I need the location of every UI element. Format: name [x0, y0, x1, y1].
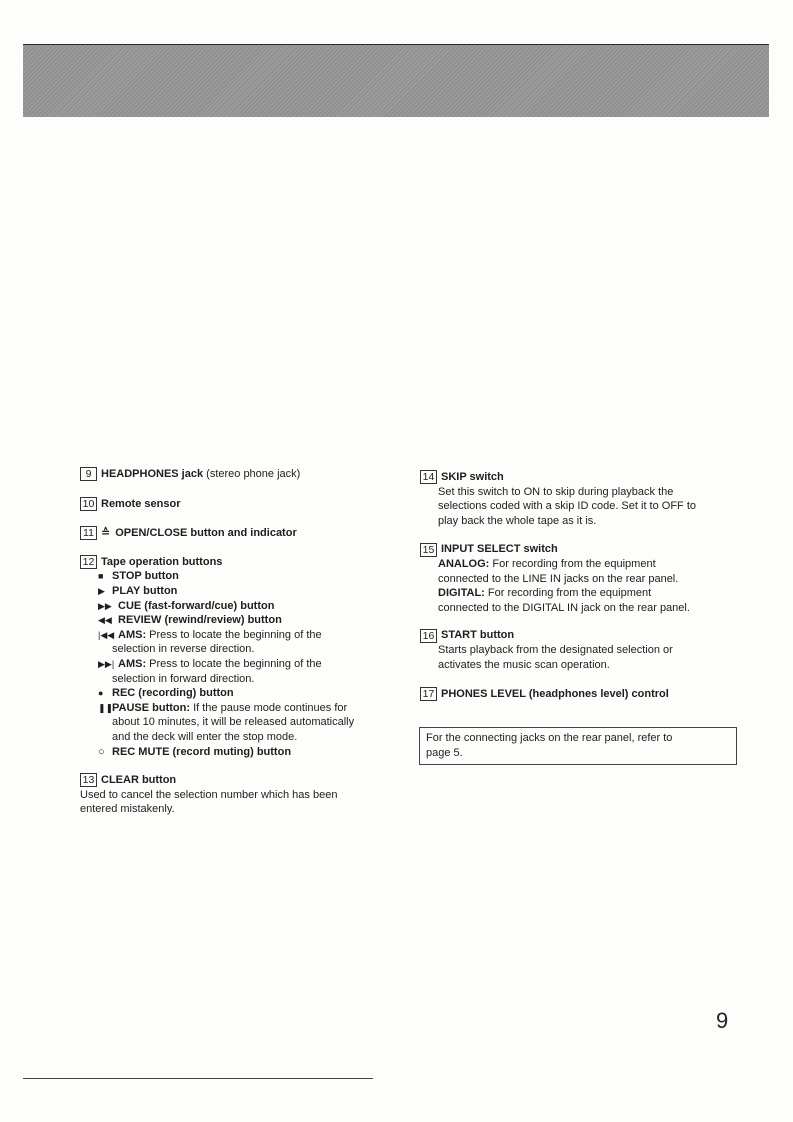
- item-start-button: [420, 628, 750, 672]
- ams-forward-text-cont: selection in forward direction.: [112, 672, 255, 685]
- item-number: 14: [420, 470, 437, 484]
- ams-forward-entry: [98, 657, 398, 686]
- item-clear-button: [80, 773, 398, 817]
- stop-entry: [98, 569, 398, 584]
- item-title: Tape operation buttons: [101, 555, 223, 568]
- pause-text-cont-2: and the deck will enter the stop mode.: [112, 730, 298, 743]
- item-open-close: [80, 526, 398, 541]
- play-icon: ▶: [98, 585, 105, 596]
- item-tape-operation: [80, 555, 398, 759]
- record-icon: ●: [98, 688, 104, 699]
- item-description: Used to cancel the selection number which has been: [80, 788, 338, 801]
- ams-reverse-entry: [98, 628, 398, 657]
- pause-text: If the pause mode continues for: [190, 701, 348, 714]
- ams-reverse-text-cont: selection in reverse direction.: [112, 643, 255, 656]
- rec-mute-label: REC MUTE (record muting) button: [112, 745, 292, 758]
- item-number: 13: [80, 773, 97, 787]
- item-description-cont: entered mistakenly.: [80, 803, 175, 816]
- pause-icon: ❚❚: [98, 702, 114, 713]
- note-text: For the connecting jacks on the rear panel, refer to: [426, 732, 673, 744]
- pause-text-cont: about 10 minutes, it will be released automatically: [112, 716, 355, 729]
- rec-entry: [98, 686, 398, 701]
- ams-forward-text: Press to locate the beginning of the: [146, 657, 322, 670]
- item-input-select: [420, 542, 750, 615]
- item-number: 10: [80, 497, 97, 511]
- note-box: [419, 727, 737, 765]
- page-number: 9: [716, 1008, 729, 1033]
- item-number: 11: [80, 526, 97, 540]
- item-title: OPEN/CLOSE button and indicator: [115, 527, 297, 540]
- fast-forward-icon: ▶▶: [98, 600, 112, 611]
- pause-label: PAUSE button:: [112, 701, 191, 714]
- item-title: START button: [441, 629, 515, 642]
- item-description-cont-2: play back the whole tape as it is.: [438, 514, 597, 527]
- cue-label: CUE (fast-forward/cue) button: [118, 599, 275, 612]
- rec-mute-entry: [98, 745, 398, 760]
- analog-description: [420, 557, 750, 572]
- play-entry: [98, 584, 398, 599]
- tape-button-list: [80, 569, 398, 759]
- stop-icon: ■: [98, 571, 104, 582]
- stop-label: STOP button: [112, 570, 179, 583]
- item-description-cont: activates the music scan operation.: [438, 658, 610, 671]
- left-column: [80, 467, 398, 817]
- item-remote-sensor: [80, 497, 398, 512]
- item-number: 9: [80, 467, 97, 481]
- header-band: [23, 45, 769, 117]
- eject-icon: ≙: [101, 527, 111, 540]
- analog-text: For recording from the equipment: [489, 557, 656, 570]
- item-number: 17: [420, 687, 437, 701]
- digital-description-cont: connected to the DIGITAL IN jack on the rear panel.: [438, 601, 690, 614]
- ams-reverse-text: Press to locate the beginning of the: [146, 628, 322, 641]
- digital-label: DIGITAL:: [438, 587, 485, 600]
- item-title: CLEAR button: [101, 774, 177, 787]
- right-column: [420, 470, 750, 702]
- footer-rule: [23, 1078, 373, 1079]
- item-title: HEADPHONES jack: [101, 468, 204, 480]
- review-label: REVIEW (rewind/review) button: [118, 614, 282, 627]
- item-description-cont: selections coded with a skip ID code. Set it to OFF to: [438, 500, 697, 513]
- item-title: Remote sensor: [101, 497, 181, 510]
- review-entry: [98, 613, 398, 628]
- item-number: 12: [80, 555, 97, 569]
- item-description: Starts playback from the designated selection or: [438, 643, 673, 656]
- note-text-cont: page 5.: [426, 746, 463, 759]
- circle-icon: ○: [98, 745, 105, 758]
- analog-description-cont: connected to the LINE IN jacks on the rear panel.: [438, 572, 679, 585]
- item-title: INPUT SELECT switch: [441, 543, 558, 556]
- pause-entry: [98, 701, 398, 745]
- item-title: SKIP switch: [441, 471, 504, 483]
- rec-label: REC (recording) button: [112, 687, 234, 700]
- item-title: PHONES LEVEL (headphones level) control: [441, 688, 669, 701]
- play-label: PLAY button: [112, 584, 178, 597]
- ams-label: AMS:: [118, 628, 147, 641]
- skip-forward-icon: ▶▶|: [98, 658, 115, 669]
- cue-entry: [98, 599, 398, 614]
- item-phones-level: [420, 687, 750, 702]
- item-number: 15: [420, 543, 437, 557]
- digital-description: [420, 586, 750, 601]
- ams-label: AMS:: [118, 657, 147, 670]
- digital-text: For recording from the equipment: [484, 587, 652, 600]
- analog-label: ANALOG:: [438, 557, 490, 570]
- item-title-extra: (stereo phone jack): [203, 468, 301, 480]
- item-description: Set this switch to ON to skip during playback the: [438, 485, 674, 498]
- item-skip-switch: [420, 470, 750, 528]
- rewind-icon: ◀◀: [98, 615, 112, 626]
- item-number: 16: [420, 629, 437, 643]
- item-headphones-jack: [80, 467, 398, 482]
- skip-back-icon: |◀◀: [98, 629, 115, 640]
